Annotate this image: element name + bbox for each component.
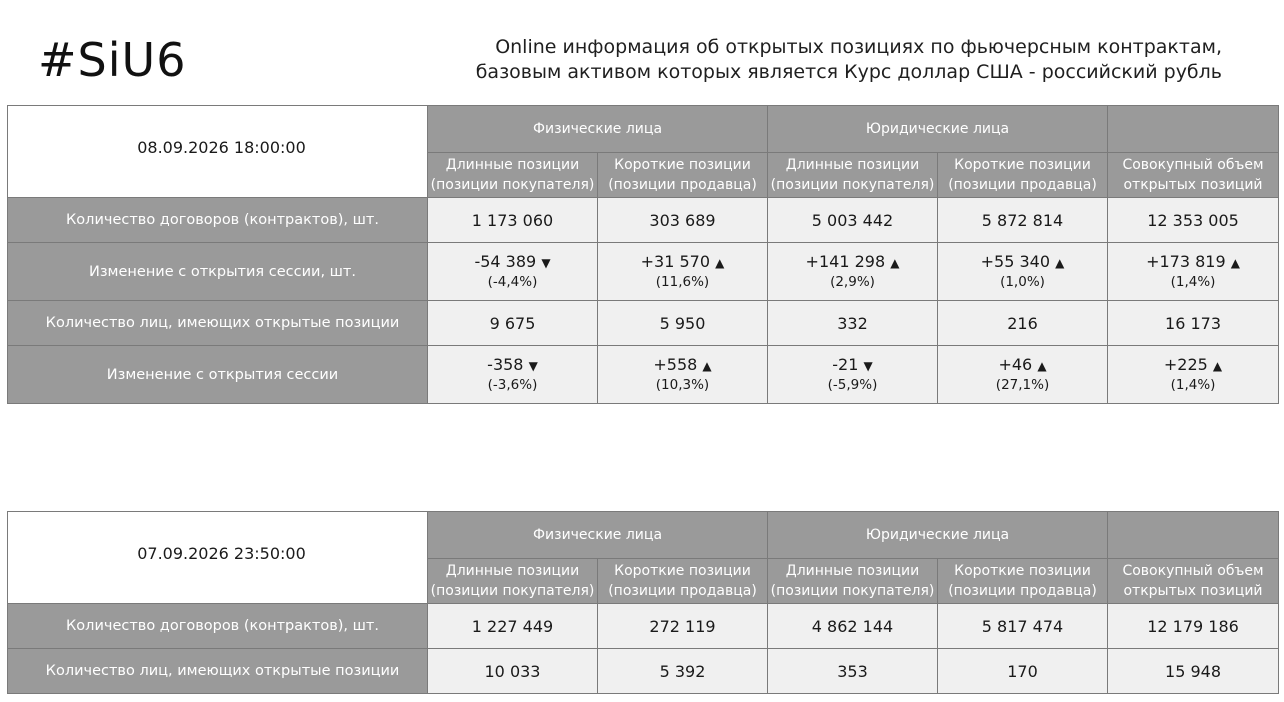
table-cell: 15 948 — [1108, 649, 1279, 694]
header-text: (позиции покупателя) — [770, 583, 935, 599]
up-arrow-icon: ▲ — [715, 256, 725, 270]
change-value: +55 340 — [980, 252, 1051, 271]
table-cell: 1 173 060 — [428, 198, 598, 243]
header-individuals-short — [598, 153, 768, 198]
change-value: +141 298 — [805, 252, 886, 271]
table-cell: 10 033 — [428, 649, 598, 694]
change-percent: (-3,6%) — [487, 377, 538, 393]
change-value: -54 389 — [474, 252, 537, 271]
down-arrow-icon: ▼ — [541, 256, 551, 270]
change-percent: (-5,9%) — [827, 377, 878, 393]
change-percent: (27,1%) — [995, 377, 1050, 393]
table-cell: 12 353 005 — [1108, 198, 1279, 243]
header-text: (позиции продавца) — [608, 583, 757, 599]
up-arrow-icon: ▲ — [1055, 256, 1065, 270]
current-positions-table — [7, 105, 1279, 404]
group-legal-entities: Юридические лица — [768, 512, 1108, 559]
header-legal-short — [938, 153, 1108, 198]
table-cell: 332 — [768, 301, 938, 346]
header-total — [1108, 153, 1279, 198]
change-cell — [768, 243, 938, 301]
change-value: -358 — [487, 355, 524, 374]
row-label: Количество договоров (контрактов), шт. — [8, 604, 428, 649]
row-label: Изменение с открытия сессии — [8, 346, 428, 404]
group-individuals: Физические лица — [428, 106, 768, 153]
header-legal-long — [768, 559, 938, 604]
headline-line-2: базовым активом которых является Курс доллар США - российский рубль — [475, 61, 1222, 83]
change-percent: (10,3%) — [655, 377, 710, 393]
ticker-symbol: #SiU6 — [38, 33, 187, 87]
change-cell — [768, 346, 938, 404]
row-label: Количество лиц, имеющих открытые позиции — [8, 649, 428, 694]
table-row-contracts — [8, 198, 1279, 243]
header-text: (позиции покупателя) — [430, 177, 595, 193]
down-arrow-icon: ▼ — [863, 359, 873, 373]
table-cell: 5 950 — [598, 301, 768, 346]
table-cell: 353 — [768, 649, 938, 694]
up-arrow-icon: ▲ — [1037, 359, 1047, 373]
change-cell — [428, 346, 598, 404]
header-legal-short — [938, 559, 1108, 604]
change-value: +225 — [1163, 355, 1208, 374]
table-cell: 272 119 — [598, 604, 768, 649]
table-row-change-persons — [8, 346, 1279, 404]
change-cell — [428, 243, 598, 301]
change-percent: (1,4%) — [1170, 377, 1216, 393]
change-percent: (11,6%) — [655, 274, 710, 290]
header-text: (позиции продавца) — [608, 177, 757, 193]
header-individuals-long — [428, 153, 598, 198]
change-value: +558 — [653, 355, 698, 374]
table-cell: 303 689 — [598, 198, 768, 243]
row-label: Количество договоров (контрактов), шт. — [8, 198, 428, 243]
row-label: Количество лиц, имеющих открытые позиции — [8, 301, 428, 346]
header-text: Короткие позиции — [614, 157, 751, 173]
header-text: Совокупный объем — [1122, 563, 1264, 579]
change-cell — [598, 346, 768, 404]
up-arrow-icon: ▲ — [1212, 359, 1223, 373]
table-row-persons — [8, 649, 1279, 694]
header-text: Короткие позиции — [614, 563, 751, 579]
header-individuals-short — [598, 559, 768, 604]
change-percent: (-4,4%) — [487, 274, 538, 290]
table-cell: 1 227 449 — [428, 604, 598, 649]
table-timestamp: 08.09.2026 18:00:00 — [8, 106, 428, 198]
header-text: Короткие позиции — [954, 157, 1091, 173]
table-timestamp: 07.09.2026 23:50:00 — [8, 512, 428, 604]
header-individuals-long — [428, 559, 598, 604]
page-headline — [422, 35, 1222, 85]
change-cell — [598, 243, 768, 301]
change-value: -21 — [832, 355, 859, 374]
header-text: открытых позиций — [1123, 177, 1263, 193]
table-cell: 216 — [938, 301, 1108, 346]
change-percent: (2,9%) — [830, 274, 875, 290]
change-cell — [1108, 243, 1279, 301]
change-percent: (1,4%) — [1170, 274, 1216, 290]
down-arrow-icon: ▼ — [528, 359, 538, 373]
up-arrow-icon: ▲ — [702, 359, 712, 373]
row-label: Изменение с открытия сессии, шт. — [8, 243, 428, 301]
header-legal-long — [768, 153, 938, 198]
header-total — [1108, 559, 1279, 604]
headline-line-1: Online информация об открытых позициях по фьючерсным контрактам, — [495, 36, 1222, 58]
group-total-empty — [1108, 106, 1279, 153]
change-cell — [1108, 346, 1279, 404]
group-legal-entities: Юридические лица — [768, 106, 1108, 153]
table-row-persons — [8, 301, 1279, 346]
header-text: (позиции покупателя) — [770, 177, 935, 193]
table-row-change-contracts — [8, 243, 1279, 301]
change-value: +31 570 — [640, 252, 711, 271]
table-cell: 12 179 186 — [1108, 604, 1279, 649]
table-cell: 9 675 — [428, 301, 598, 346]
change-percent: (1,0%) — [1000, 274, 1045, 290]
table-cell: 5 817 474 — [938, 604, 1108, 649]
header-text: (позиции продавца) — [948, 583, 1097, 599]
header-text: Длинные позиции — [785, 563, 920, 579]
up-arrow-icon: ▲ — [1230, 256, 1240, 270]
group-total-empty — [1108, 512, 1279, 559]
header-text: Длинные позиции — [445, 563, 580, 579]
header-text: Совокупный объем — [1122, 157, 1264, 173]
table-cell: 5 003 442 — [768, 198, 938, 243]
header-text: (позиции покупателя) — [430, 583, 595, 599]
header-text: Короткие позиции — [954, 563, 1091, 579]
change-cell — [938, 346, 1108, 404]
header-text: (позиции продавца) — [948, 177, 1097, 193]
table-cell: 5 872 814 — [938, 198, 1108, 243]
up-arrow-icon: ▲ — [890, 256, 900, 270]
change-value: +46 — [998, 355, 1033, 374]
table-cell: 16 173 — [1108, 301, 1279, 346]
table-cell: 5 392 — [598, 649, 768, 694]
table-cell: 4 862 144 — [768, 604, 938, 649]
group-individuals: Физические лица — [428, 512, 768, 559]
table-row-contracts — [8, 604, 1279, 649]
header-text: Длинные позиции — [785, 157, 920, 173]
change-value: +173 819 — [1146, 252, 1226, 271]
table-cell: 170 — [938, 649, 1108, 694]
header-text: открытых позиций — [1123, 583, 1263, 599]
header-text: Длинные позиции — [445, 157, 580, 173]
previous-positions-table — [7, 511, 1279, 694]
change-cell — [938, 243, 1108, 301]
